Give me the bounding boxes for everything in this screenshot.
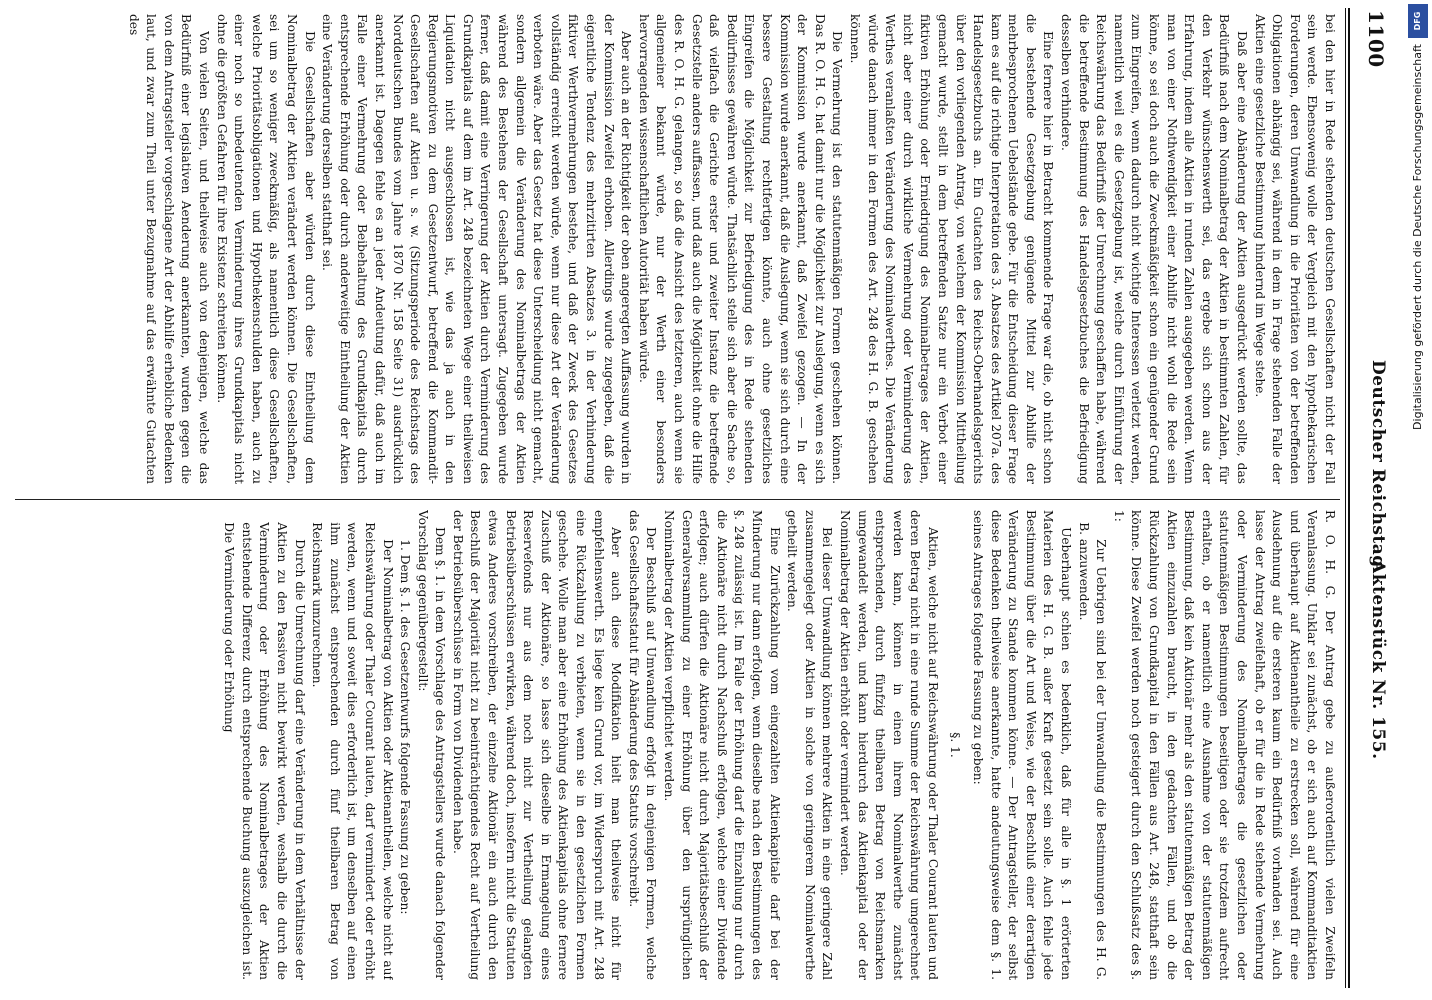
section-heading: §. 1. <box>947 732 962 758</box>
dfg-logo-text: DFG <box>1413 11 1422 31</box>
paragraph: Aktien, welche nicht auf Reichswährung oder Thaler Courant lauten und deren Betrag nicht in eine runde Summe der Reichswährung umgerechnet werden kann, können in einen ihrem Nominalwerthe zunächst entsprechenden, durch fünfzig theilbaren Betrag von Reichsmarken umgewandelt werden, und kann hierdurch das Aktienkapital oder der Nominalbetrag der Aktien erhöht oder vermindert werden. <box>837 510 940 980</box>
dfg-credit: Digitalisierung gefördert durch die Deutsche Forschungsgemeinschaft <box>1411 44 1424 430</box>
paragraph: R. O. H. G. Der Antrag gebe zu außerordentlich vielen Zweifeln Veranlassung. Unklar sei zunächst, ob er sich auch auf Kommanditaktien und überhaupt auf Aktienantheile zu erstrecken soll, während für eine Ausdehnung auf die ersteren kaum ein Bedürfniß vorhanden sei. Auch lasse der Antrag zweifelhaft, ob er für die in Rede stehende Vermehrung oder Verminderung des Nominalbetrages die gesetzlichen oder statutenmäßigen Bestimmungen beseitigen oder sie trotzdem aufrecht erhalten, ob er namentlich eine Ausnahme von der statutenmäßigen Bestimmung, daß kein Aktionär mehr als den statutenmäßigen Betrag der Aktien einzuzahlen braucht, in den gedachten Fällen, und ob die Rückzahlung von Grundkapital in den Fällen aus Art. 248, statthaft sein könne. Diese Zweifel werden noch gesteigert durch den Schlußsatz des §. 1: <box>1111 510 1337 980</box>
paragraph: Daß aber eine Abänderung der Aktien ausgedrückt werden sollte, das Bedürfniß nach dem Nominalbetrag der Aktien in bestimmten Zahlen, für den Verkehr wünschenswerth sei, das ergebe sich schon aus der Erfahrung, indem alle Aktien in runden Zahlen ausgegeben werden. Wenn man von einer Nothwendigkeit einer Abhilfe nicht wohl die Rede sein könne, so sei doch auch die Zweckmäßigkeit schon ein genügender Grund zum Eingreifen, wenn dadurch nicht wichtige Interessen verletzt werden, namentlich weil es die Gesetzgebung ist, welche durch Einführung der Reichswährung das Bedürfniß der Umrechnung geschaffen habe, während die betreffende Bestimmung des Handelsgesetzbuches die Befriedigung desselben verhindere. <box>1059 14 1250 484</box>
paragraph: Bei dieser Umwandlung können mehrere Aktien in eine geringere Zahl zusammengelegt oder Aktien in solche von geringerem Nominalwerthe getheilt werden. <box>785 510 835 980</box>
paragraph: bei den hier in Rede stehenden deutschen Gesellschaften nicht der Fall sein werde. Ebensowenig wolle der Vergleich mit den hypothekarischen Forderungen, deren Umwandlung in die Prioritäten von der betreffenden Obligationen abhängig sei, während in dem in Frage stehenden Falle der Aktien eine gesetzliche Bestimmung hindernd im Wege stehe. <box>1252 14 1337 484</box>
paragraph: Ueberhaupt schien es bedenklich, daß für alle in §. 1 erörterten Materien des H. G. B. außer Kraft gesetzt sein solle. Auch fehle jede Bestimmung über die Art und Weise, wie der Beschluß einer derartigen Veränderung zu Stande kommen könne. — Der Antragsteller, der selbst diese Bedenken theilweise anerkannte, hatte andeutungsweise dem §. 1. seines Antrages folgende Fassung zu geben: <box>971 510 1074 980</box>
paragraph: Eine Zurückzahlung vom eingezahlten Aktienkapitale darf bei der Minderung nur dann erfolgen, wenn dieselbe nach den Bestimmungen des §. 248 zulässig ist. Im Falle der Erhöhung darf die Einzahlung nur durch die Aktionäre nicht durch Nachschuß erfolgen, welche einer Dividende erfolgen; auch dürfen die Aktionäre nicht durch Majoritätsbeschluß der Generalversammlung zu einer Erhöhung über den ursprünglichen Nominalbetrag der Aktien verpflichtet werden. <box>662 510 782 980</box>
paragraph: Der Nominalbetrag von Aktien oder Aktienantheilen, welche nicht auf Reichswährung oder Thaler Courant lauten, darf vermindert oder erhöht werden, wenn und soweit dies erforderlich ist, um denselben auf einen ihm zunächst entsprechenden durch fünf theilbaren Betrag von Reichsmark umzurechnen. <box>310 522 395 980</box>
header-rule <box>1348 8 1350 988</box>
paragraph: Aber auch an der Richtigkeit der oben angeregten Auffassung wurden in der Kommission Zweifel erhoben. Allerdings wurde zugegeben, daß die eigentliche Tendenz des mehrzitirten Absatzes 3. in der Verhinderung fiktiver Werthvermehrungen bestehe, und daß der Zweck des Gesetzes vollständig erreicht werden würde, wenn nur diese Art der Veränderung verboten wäre. Aber das Gesetz hat diese Unterscheidung nicht gemacht, sondern allgemein die Veränderung des Nominalbetrags der Aktien während des Bestehens der Gesellschaft untersagt. Zugegeben wurde ferner, daß damit eine Verringerung der Aktien durch Verminderung des Grundkapitals auf dem im Art. 248 bezeichneten Wege einer theilweisen Liquidation nicht ausgeschlossen ist, wie das ja auch in den Regierungsmotiven zu dem Gesetzentwurf, betreffend die Kommandit-Gesellschaften auf Aktien u. s. w. (Sitzungsperiode des Reichstags des Norddeutschen Bundes vom Jahre 1870 Nr. 158 Seite 31) ausdrücklich anerkannt ist. Dagegen fehle es an jeder Andeutung dafür, daß auch im Falle einer Vermehrung oder Beibehaltung des Grundkapitals durch entsprechende Erhöhung oder durch anderweitige Eintheilung der Aktien eine Veränderung derselben statthaft sei. <box>320 14 634 484</box>
left-column <box>13 14 1338 484</box>
paragraph: Der Beschluß auf Umwandlung erfolgt in denjenigen Formen, welche das Gesellschaftsstatut für Abänderung des Statuts vorschreibt. <box>626 510 659 980</box>
running-head-left: Deutscher Reichstag. <box>1368 360 1388 575</box>
right-column <box>13 510 1338 980</box>
paragraph: Die Gesellschaften aber würden durch diese Eintheilung dem Nominalbetrag der Aktien verändert werden können. Die Gesellschaften, sei um so weniger zweckmäßig, als namentlich diese Gesellschaften, welche Prioritätsobligationen und Hypothekenschulden haben, auch zu einer noch so unbedeutenden Verminderung ihres Grundkapitals nicht ohne die größten Gefahren für ihre Existenz schreiten können. <box>214 14 317 484</box>
paragraph: Von vielen Seiten, und theilweise auch von denjenigen, welche das Bedürfniß einer legislativen Aenderung anerkannten, wurden gegen die von dem Antragsteller vorgeschlagene Art der Abhilfe erhebliche Bedenken laut, und zwar zum Theil unter Bezugnahme auf das erwähnte Gutachten des <box>126 14 211 484</box>
paragraph: Durch die Umrechnung darf eine Veränderung in dem Verhältnisse der Aktien zu den Passiven nicht bewirkt werden, weshalb die durch die Verminderung oder Erhöhung des Nominalbetrages der Aktien entstehende Differenz durch entsprechende Buchung auszugleichen ist. Die Verminderung oder Erhöhung <box>222 522 307 980</box>
paragraph: Dem §. 1. in dem Vorschlage des Antragstellers wurde danach folgender Vorschlag gegenübergestellt: <box>415 510 448 980</box>
dfg-logo <box>1408 4 1428 38</box>
page-number: 1100 <box>1364 10 1388 68</box>
paragraph: Die Vermehrung ist den statutenmäßigen Formen geschehen können. Das R. O. H. G. hat damit nur die Möglichkeit zur Auslegung, wenn es sich der Kommission wurde anerkannt, daß Zweifel gezogen. — In der Kommission wurde anerkannt, daß die Auslegung, wenn sie sich durch eine bessere Gestaltung rechtfertigen könnte, auch ohne gesetzliches Eingreifen die Möglichkeit zur Befriedigung des in Rede stehenden Bedürfnisses gewähren würde. Thatsächlich stelle sich aber die Sache so, daß vielfach die Gerichte erster und zweiter Instanz die betreffende Gesetzstelle anders auffassen, und daß auch die Möglichkeit ohne die Hilfe des R. O. H. G. gelangen, so daß die Ansicht des letzteren, auch wenn sie allgemeiner bekannt würde, nur der Werth einer besonders hervorragenden wissenschaftlichen Autorität haben würde. <box>636 14 845 484</box>
column-divider <box>15 499 1340 500</box>
header-rule-thin <box>1345 8 1346 988</box>
paragraph: Aber auch diese Modifikation hielt man theilweise nicht für empfehlenswerth. Es liege kein Grund vor, im Widerspruch mit Art. 248 eine Rückzahlung zu verbieten, wenn sie in den gesetzlichen Formen geschehe. Wolle man aber eine Erhöhung des Aktienkapitals ohne fernere Zuschuß der Aktionäre, so lasse sich dieselbe in Ermangelung eines Reservefonds nur aus dem noch nicht zur Vertheilung gelangten Betriebsüberschüssen erwirken, während doch, insofern nicht die Statuten etwas Anderes vorschreiben, der einzelne Aktionär ein auch durch den Beschluß der Majorität nicht zu beeinträchtigendes Recht auf Vertheilung der Betriebsüberschüsse in Form von Dividenden habe. <box>450 510 624 980</box>
running-head-right: Aktenstück Nr. 155. <box>1368 560 1388 760</box>
paragraph: 1. Dem §. 1. des Gesetzentwurfs folgende Fassung zu geben: <box>398 539 413 915</box>
paragraph: Eine fernere hier in Betracht kommende Frage war die, ob nicht schon die bestehende Gesetzgebung genügende Mittel zur Abhilfe der mehrbesprochenen Uebelstände gebe. Für die Entscheidung dieser Frage kam es auf die richtige Interpretation des 3. Absatzes des Artikel 207a. des Handelsgesetzbuchs an. Ein Gutachten des Reichs-Oberhandelsgerichts über den vorliegenden Antrag, von welchem der Kommission Mittheilung gemacht wurde, stellt in dem betreffenden Satze nur ein Verbot einer fiktiven Erhöhung oder Erniedrigung des Nominalbetrages der Aktien, nicht aber einer durch wirkliche Vermehrung oder Verminderung des Werthes veranlaßten Veränderung des Nominalwerthes. Die Veränderung würde danach immer in den Formen des Art. 248 des H. G. B. geschehen können. <box>847 14 1056 484</box>
quoted-clause: Zur Uebrigen sind bei der Umwandlung die Bestimmungen des H. G. B. anzuwenden. <box>1076 522 1109 980</box>
